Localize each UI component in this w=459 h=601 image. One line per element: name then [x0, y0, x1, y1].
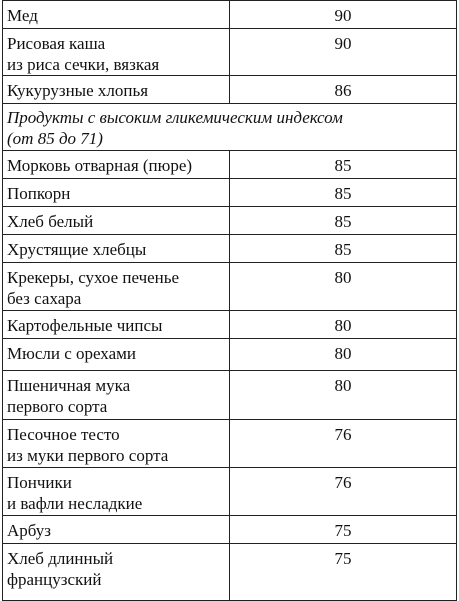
product-name-cell [3, 420, 230, 468]
glycemic-index-table [2, 0, 457, 601]
product-name-line: Хлеб длинный [7, 549, 114, 568]
table-row [3, 311, 457, 339]
product-name-cell [3, 468, 230, 516]
section-header-cell [3, 104, 457, 151]
table-row [3, 420, 457, 468]
table-row [3, 29, 457, 76]
section-header-line: Продукты с высоким гликемическим индексом [7, 108, 343, 127]
table-row [3, 151, 457, 179]
section-header-line: (от 85 до 71) [7, 129, 103, 148]
table-row [3, 544, 457, 601]
table-row [3, 207, 457, 235]
product-name-line: Кукурузные хлопья [7, 81, 149, 100]
table-row [3, 1, 457, 29]
gi-value-cell: 76 [230, 468, 457, 516]
product-name-line: Хрустящие хлебцы [7, 240, 147, 259]
table-row [3, 468, 457, 516]
product-name-cell [3, 1, 230, 29]
product-name-cell [3, 263, 230, 311]
gi-value-cell: 85 [230, 207, 457, 235]
product-name-line: Пшеничная мука [7, 376, 131, 395]
product-name-line: Мед [7, 6, 38, 25]
gi-value-cell: 90 [230, 29, 457, 76]
product-name-line: из муки первого сорта [7, 446, 169, 465]
gi-value-cell: 80 [230, 311, 457, 339]
table-row [3, 263, 457, 311]
product-name-line: без сахара [7, 289, 82, 308]
product-name-line: первого сорта [7, 397, 108, 416]
product-name-cell [3, 544, 230, 601]
product-name-line: Хлеб белый [7, 212, 94, 231]
product-name-line: Пончики [7, 473, 72, 492]
gi-value-cell: 80 [230, 339, 457, 371]
gi-value-cell: 80 [230, 263, 457, 311]
product-name-cell [3, 235, 230, 263]
table-row [3, 516, 457, 544]
product-name-cell [3, 179, 230, 207]
product-name-line: Попкорн [7, 184, 71, 203]
product-name-line: Песочное тесто [7, 425, 120, 444]
gi-value-cell: 85 [230, 235, 457, 263]
table-row [3, 339, 457, 371]
product-name-cell [3, 311, 230, 339]
product-name-line: французский [7, 570, 102, 589]
gi-value-cell: 85 [230, 179, 457, 207]
table-row [3, 76, 457, 104]
product-name-line: Морковь отварная (пюре) [7, 156, 193, 175]
product-name-cell [3, 151, 230, 179]
product-name-cell [3, 516, 230, 544]
gi-value-cell: 76 [230, 420, 457, 468]
product-name-line: Арбуз [7, 521, 51, 540]
section-header-row [3, 104, 457, 151]
product-name-cell [3, 371, 230, 420]
product-name-cell [3, 29, 230, 76]
product-name-line: Рисовая каша [7, 34, 106, 53]
product-name-cell [3, 339, 230, 371]
gi-value-cell: 75 [230, 544, 457, 601]
gi-value-cell: 75 [230, 516, 457, 544]
product-name-cell [3, 76, 230, 104]
product-name-line: из риса сечки, вязкая [7, 55, 160, 74]
product-name-line: и вафли несладкие [7, 494, 143, 513]
gi-value-cell: 90 [230, 1, 457, 29]
product-name-line: Мюсли с орехами [7, 344, 136, 363]
product-name-line: Крекеры, сухое печенье [7, 268, 180, 287]
table-row [3, 179, 457, 207]
gi-value-cell: 85 [230, 151, 457, 179]
gi-value-cell: 80 [230, 371, 457, 420]
table-row [3, 371, 457, 420]
product-name-line: Картофельные чипсы [7, 316, 163, 335]
table-row [3, 235, 457, 263]
gi-value-cell: 86 [230, 76, 457, 104]
product-name-cell [3, 207, 230, 235]
